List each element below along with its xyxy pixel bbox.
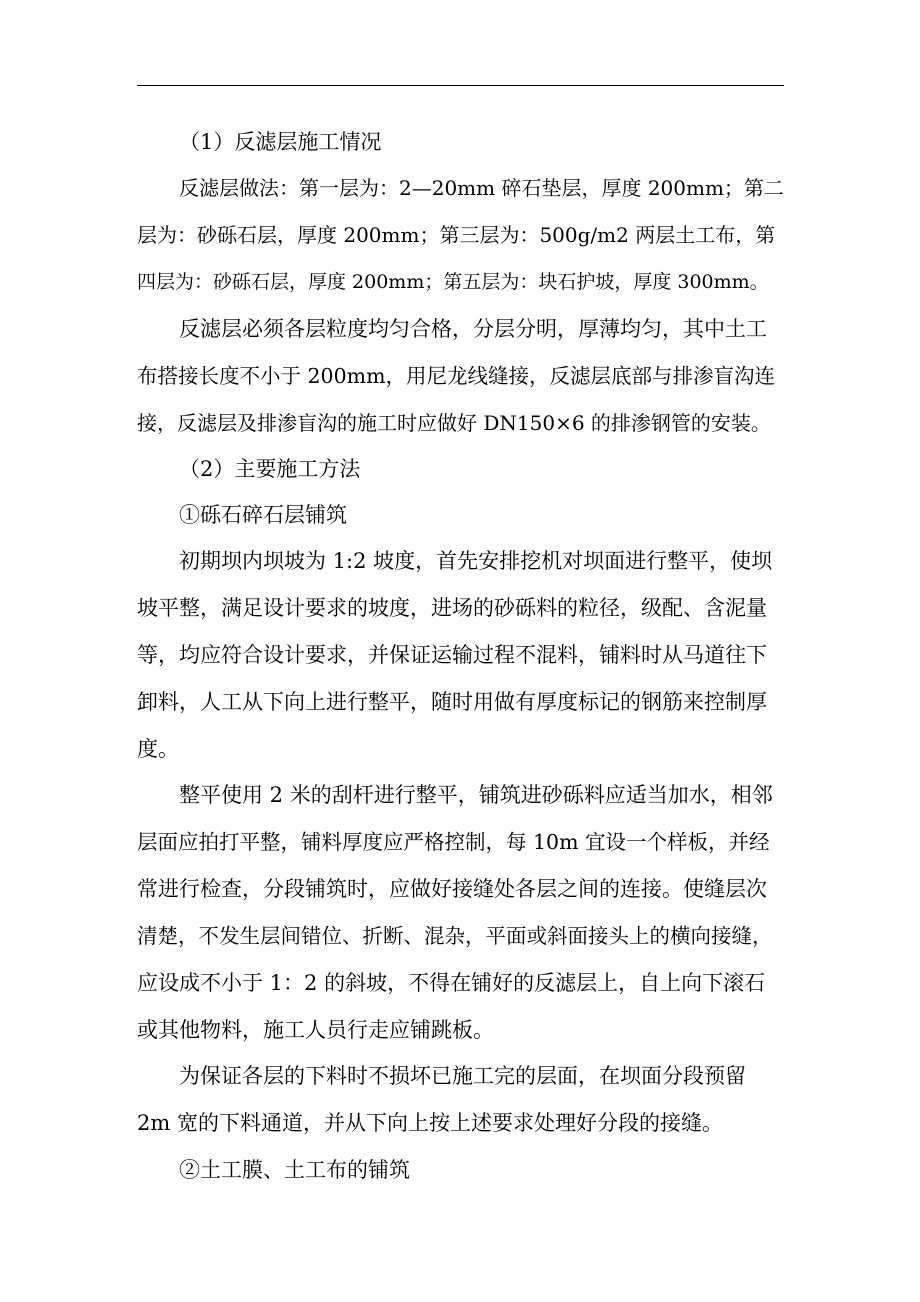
- header-rule: [137, 85, 784, 86]
- subsection-heading-1: ①砾石碎石层铺筑: [179, 503, 347, 527]
- subsection-heading-2: ②土工膜、土工布的铺筑: [179, 1158, 410, 1182]
- paragraph-line: 接，反滤层及排渗盲沟的施工时应做好 DN150×6 的排渗钢管的安装。: [137, 411, 771, 435]
- paragraph-line: 初期坝内坝坡为 1:2 坡度，首先安排挖机对坝面进行整平，使坝: [179, 549, 773, 573]
- paragraph-line: 反滤层做法：第一层为：2—20mm 碎石垫层，厚度 200mm；第二: [179, 176, 784, 200]
- paragraph-line: 为保证各层的下料时不损坏已施工完的层面，在坝面分段预留: [179, 1064, 746, 1088]
- paragraph-line: 应设成不小于 1：2 的斜坡，不得在铺好的反滤层上，自上向下滚石: [137, 971, 766, 995]
- paragraph-line: 清楚，不发生层间错位、折断、混杂，平面或斜面接头上的横向接缝，: [137, 924, 773, 948]
- paragraph-line: 整平使用 2 米的刮杆进行整平，铺筑进砂砾料应适当加水，相邻: [179, 783, 773, 807]
- paragraph-line: 反滤层必须各层粒度均匀合格，分层分明，厚薄均匀，其中土工: [179, 317, 767, 341]
- paragraph-line: 等，均应符合设计要求，并保证运输过程不混料，铺料时从马道往下: [137, 643, 767, 667]
- paragraph-line: 度。: [137, 737, 179, 761]
- paragraph-line: 坡平整，满足设计要求的坡度，进场的砂砾料的粒径，级配、含泥量: [137, 596, 767, 620]
- paragraph-line: 常进行检查，分段铺筑时，应做好接缝处各层之间的连接。使缝层次: [137, 877, 767, 901]
- section-heading-2: （2）主要施工方法: [179, 457, 361, 481]
- section-heading-1: （1）反滤层施工情况: [179, 130, 382, 154]
- paragraph-line: 四层为：砂砾石层，厚度 200mm；第五层为：块石护坡，厚度 300mm。: [137, 271, 769, 293]
- paragraph-line: 布搭接长度不小于 200mm，用尼龙线缝接，反滤层底部与排渗盲沟连: [137, 364, 776, 388]
- paragraph-line: 层面应拍打平整，铺料厚度应严格控制，每 10m 宜设一个样板，并经: [137, 830, 770, 854]
- paragraph-line: 卸料，人工从下向上进行整平，随时用做有厚度标记的钢筋来控制厚: [137, 690, 767, 714]
- paragraph-line: 层为：砂砾石层，厚度 200mm；第三层为：500g/m2 两层土工布，第: [137, 223, 776, 247]
- paragraph-line: 或其他物料，施工人员行走应铺跳板。: [137, 1018, 494, 1042]
- paragraph-line: 2m 宽的下料通道，并从下向上按上述要求处理好分段的接缝。: [137, 1111, 723, 1135]
